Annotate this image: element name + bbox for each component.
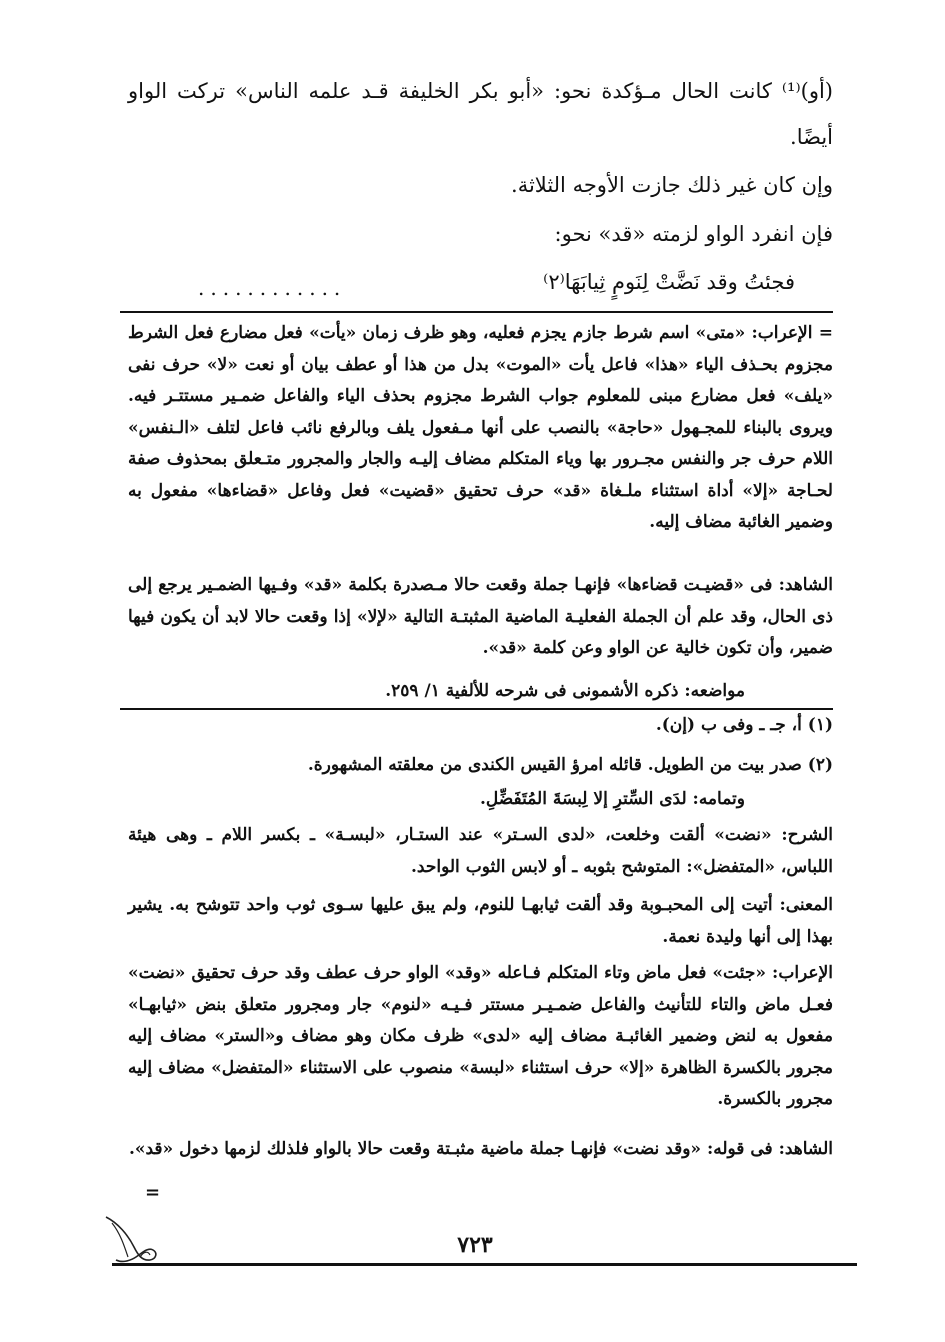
main-text-divider bbox=[120, 311, 833, 313]
footnote-sharh bbox=[128, 820, 833, 883]
footnote-tamamuh-text: لدَى السِّترِ إلا لِبسَةَ المُتَفَضِّلِ. bbox=[479, 789, 687, 809]
footnote-shahid bbox=[128, 1134, 833, 1166]
main-paragraph-1 bbox=[128, 68, 833, 160]
main-paragraph-1-text: (أو)⁽¹⁾ كانت الحال مـؤكدة نحو: «أبو بكر الخليفة قـد علمه الناس» تركت الواو أيضًا. bbox=[128, 79, 833, 149]
footnote-irab-text: «جئت» فعل ماض وتاء المتكلم فـاعله «وقد» الواو حرف عطف وقد حرف تحقيق «نضت» فعـل ماض والتاء للتأنيث والفاعل ضمـيـر مستتر فـيـه «لنوم» جار ومجرور متعلق بنض «ثيابهـا» مفعول به لنض وضمير الغائبـة مضاف إليه «لدى» ظرف مكان وهو مضاف و«الستر» مضاف إليه مجرور بالكسرة الظاهرة «إلا» حرف استثناء «لبسة» منصوب على الاستثناء «المتفضل» مضاف إليه مجرور بالكسرة. bbox=[128, 963, 833, 1109]
footnote-shahid-label: الشاهد: bbox=[778, 1139, 833, 1159]
footnote-2 bbox=[128, 750, 833, 782]
footnote-tamamuh bbox=[245, 784, 745, 816]
main-paragraph-3 bbox=[128, 211, 833, 257]
commentary-mawadi bbox=[245, 676, 745, 708]
footnote-tamamuh-label: وتمامه: bbox=[692, 789, 745, 809]
footnote-sharh-label: الشرح: bbox=[781, 825, 834, 845]
main-paragraph-2-text: وإن كان غير ذلك جازت الأوجه الثلاثة. bbox=[511, 173, 833, 197]
footnote-sharh-text: «نضت» ألقت وخلعت، «لدى السـتر» عند الستـار، «لبسـة» ـ بكسر اللام ـ وهى هيئة اللباس، «المتفضل»: المتوشح بثوبه ـ أو لابس الثوب الواحد. bbox=[128, 825, 833, 877]
footnote-irab-label: الإعراب: bbox=[772, 963, 833, 983]
main-paragraph-2 bbox=[128, 162, 833, 208]
page-number: ٧٢٣ bbox=[457, 1232, 493, 1258]
commentary-mawadi-text: ذكره الأشمونى فى شرحه للألفية ١/ ٢٥٩. bbox=[385, 681, 679, 701]
verse-dots: ............ bbox=[198, 276, 347, 300]
commentary-irab bbox=[128, 318, 833, 539]
footnote-shahid-text: فى قوله: «وقد نضت» فإنهـا جملة ماضية مثبـتة وقعت حالا بالواو فلذلك لزمها دخول «قد». bbox=[128, 1139, 773, 1159]
bottom-rule bbox=[112, 1263, 857, 1266]
commentary-shahid-text: فى «قضيـت قضاءها» فإنهـا جملة وقعت حالا مـصدرة بكلمة «قد» وفـيها الضمـير يرجع إلى ذى الحال، وقد علم أن الجملة الفعليـة الماضية المثبتـة التالية «لإلا» إذا وقعت حالا لابد أن يكون فيها ضمير، وأن تكون خالية عن الواو وعن كلمة «قد». bbox=[128, 575, 833, 658]
footnote-1 bbox=[128, 710, 833, 742]
footnote-mana bbox=[128, 890, 833, 953]
commentary-shahid bbox=[128, 570, 833, 665]
commentary-mawadi-label: مواضعه: bbox=[684, 681, 745, 701]
footnote-irab bbox=[128, 958, 833, 1116]
commentary-irab-label: = الإعراب: bbox=[751, 323, 834, 343]
footnote-1-text: (١) أ، جـ ـ وفى ب (إن). bbox=[655, 715, 833, 735]
handwritten-signature-icon bbox=[98, 1205, 168, 1275]
commentary-irab-text: «متى» اسم شرط جازم يجزم فعليه، وهو ظرف زمان «يأت» فعل مضارع فعل الشرط مجزوم بحـذف الياء «هذا» فاعل يأت «الموت» بدل من هذا أو عطف بيان أو نعت «لا» حرف نفى «يلف» فعل مضارع مبنى للمعلوم جواب الشرط مجزوم بحذف الياء والفاعل ضمـير مستتـر فيه. ويروى بالبناء للمجـهول «حاجة» بالنصب على أنها مـفعول يلف وبالرفع نائب فاعل لتلف «الـنفس» اللام حرف جر والنفس مجـرور بها وياء المتكلم مضاف إليـه والجار والمجرور متـعلق بمحذوف صفة لحـاجة «إلا» أداة استثناء ملـغاة «قد» حرف تحقيق «قضيت» فعل وفاعل «قضاءها» مفعول به وضمير الغائبة مضاف إليه. bbox=[128, 323, 833, 532]
main-paragraph-3-text: فإن انفرد الواو لزمته «قد» نحو: bbox=[554, 222, 833, 246]
footnote-2-text: (٢) صدر بيت من الطويل. قائله امرؤ القيس الكندى من معلقته المشهورة. bbox=[307, 755, 833, 775]
poetry-verse: فجئتُ وقد نَضَّتْ لِنَومٍ ثِيابَهَا⁽٢⁾ bbox=[543, 270, 795, 294]
commentary-shahid-label: الشاهد: bbox=[778, 575, 833, 595]
footnote-mana-text: أتيت إلى المحبـوبة وقد ألقت ثيابهـا للنوم، ولم يبق عليها سـوى ثوب واحد تتوشح به. يشير بهذا إلى أنها وليدة نعمة. bbox=[128, 895, 833, 947]
continuation-mark: = bbox=[145, 1182, 161, 1203]
footnote-mana-label: المعنى: bbox=[779, 895, 833, 915]
